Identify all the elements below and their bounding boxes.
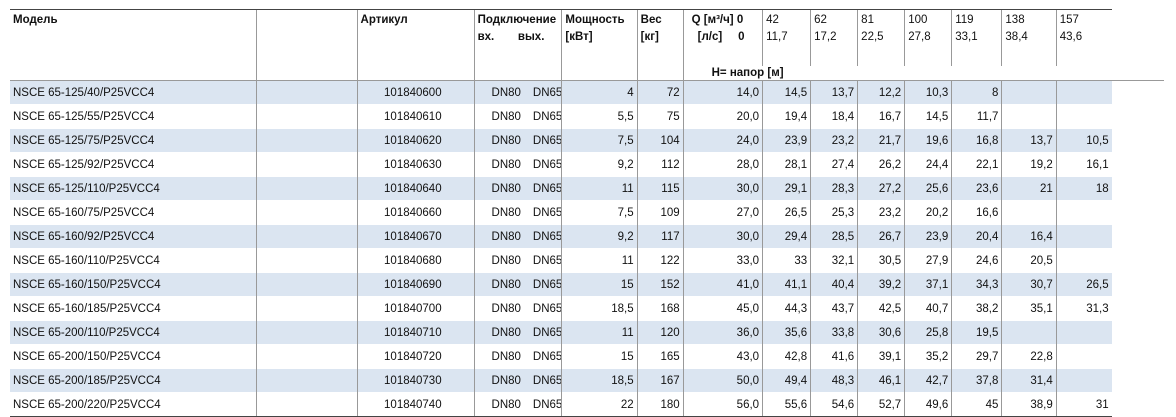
cell-head-1: 19,4 — [763, 105, 811, 129]
cell-conn-in: DN80 — [491, 374, 521, 387]
cell-article: 101840600 — [357, 81, 474, 105]
cell-conn-in: DN80 — [491, 350, 521, 363]
cell-spacer — [257, 225, 357, 249]
cell-head-1: 41,1 — [763, 273, 811, 297]
cell-head-7: 31,3 — [1056, 297, 1111, 321]
cell-head-5: 8 — [952, 81, 1002, 105]
cell-conn-out: DN65 — [532, 134, 562, 147]
cell-head-7 — [1056, 249, 1111, 273]
cell-conn-in: DN80 — [491, 230, 521, 243]
cell-weight: 168 — [637, 297, 683, 321]
cell-head-5: 45 — [952, 393, 1002, 417]
cell-power: 15 — [562, 345, 637, 369]
cell-model: NSCE 65-160/92/P25VCC4 — [10, 225, 257, 249]
cell-conn-in: DN80 — [491, 326, 521, 339]
cell-conn-out: DN65 — [532, 158, 562, 171]
cell-weight: 165 — [637, 345, 683, 369]
cell-head-4: 20,2 — [905, 201, 952, 225]
cell-head-1: 42,8 — [763, 345, 811, 369]
cell-article: 101840710 — [357, 321, 474, 345]
cell-head-3: 30,5 — [858, 249, 905, 273]
flow-m3h-1: 62 — [814, 14, 827, 26]
cell-article: 101840720 — [357, 345, 474, 369]
cell-head-6: 30,7 — [1002, 273, 1056, 297]
cell-head-6: 35,1 — [1002, 297, 1056, 321]
cell-conn-out: DN65 — [532, 326, 562, 339]
cell-head-7 — [1056, 81, 1111, 105]
cell-head-2: 18,4 — [811, 105, 858, 129]
cell-head-4: 10,3 — [905, 81, 952, 105]
cell-head-3: 39,2 — [858, 273, 905, 297]
header-q-m3h: Q [м³/ч] 0 — [691, 14, 744, 26]
cell-weight: 75 — [637, 105, 683, 129]
cell-head-1: 35,6 — [763, 321, 811, 345]
table-row — [10, 369, 1164, 393]
cell-head-1: 33 — [763, 249, 811, 273]
cell-model: NSCE 65-160/110/P25VCC4 — [10, 249, 257, 273]
header-power-title: Мощность — [565, 14, 625, 26]
header2-power — [562, 66, 637, 81]
cell-head-2: 25,3 — [811, 201, 858, 225]
header-article: Артикул — [357, 10, 474, 67]
table-row — [10, 321, 1164, 345]
cell-head-3: 26,2 — [858, 153, 905, 177]
cell-spacer — [257, 201, 357, 225]
header-flow-0 — [763, 10, 811, 67]
cell-power: 4 — [562, 81, 637, 105]
cell-power: 7,5 — [562, 201, 637, 225]
flow-m3h-6: 157 — [1059, 14, 1079, 26]
cell-power: 15 — [562, 273, 637, 297]
header-flow-5 — [1002, 10, 1056, 67]
cell-head-7: 26,5 — [1056, 273, 1111, 297]
header-flow-6 — [1056, 10, 1111, 67]
table-row — [10, 201, 1164, 225]
cell-head-6: 19,2 — [1002, 153, 1056, 177]
header-conn-in: вх. — [477, 31, 495, 43]
flow-ls-2: 22,5 — [861, 31, 884, 43]
cell-head-4: 42,7 — [905, 369, 952, 393]
cell-connection — [474, 297, 562, 321]
cell-power: 11 — [562, 177, 637, 201]
cell-spacer — [257, 129, 357, 153]
cell-head-2: 32,1 — [811, 249, 858, 273]
cell-head-4: 14,5 — [905, 105, 952, 129]
cell-head-0: 30,0 — [683, 225, 762, 249]
cell-conn-out: DN65 — [532, 278, 562, 291]
table-row — [10, 81, 1164, 105]
cell-article: 101840640 — [357, 177, 474, 201]
cell-head-1: 14,5 — [763, 81, 811, 105]
cell-head-1: 29,1 — [763, 177, 811, 201]
cell-head-6 — [1002, 321, 1056, 345]
cell-conn-in: DN80 — [491, 398, 521, 411]
table-row — [10, 225, 1164, 249]
table-row — [10, 153, 1164, 177]
cell-head-3: 52,7 — [858, 393, 905, 417]
cell-power: 18,5 — [562, 369, 637, 393]
pump-spec-table — [10, 9, 1164, 417]
cell-conn-out: DN65 — [532, 350, 562, 363]
cell-conn-out: DN65 — [532, 254, 562, 267]
cell-head-3: 21,7 — [858, 129, 905, 153]
cell-weight: 122 — [637, 249, 683, 273]
cell-head-6: 22,8 — [1002, 345, 1056, 369]
cell-head-1: 29,4 — [763, 225, 811, 249]
cell-head-2: 41,6 — [811, 345, 858, 369]
header-flow-1 — [811, 10, 858, 67]
cell-model: NSCE 65-200/220/P25VCC4 — [10, 393, 257, 417]
cell-head-5: 37,8 — [952, 369, 1002, 393]
cell-weight: 104 — [637, 129, 683, 153]
flow-ls-3: 27,8 — [908, 31, 931, 43]
cell-head-4: 19,6 — [905, 129, 952, 153]
cell-conn-in: DN80 — [491, 110, 521, 123]
cell-head-0: 56,0 — [683, 393, 762, 417]
cell-conn-out: DN65 — [532, 230, 562, 243]
cell-head-0: 33,0 — [683, 249, 762, 273]
cell-head-0: 50,0 — [683, 369, 762, 393]
cell-spacer — [257, 153, 357, 177]
header2-connection — [474, 66, 562, 81]
cell-model: NSCE 65-200/185/P25VCC4 — [10, 369, 257, 393]
cell-head-2: 23,2 — [811, 129, 858, 153]
cell-model: NSCE 65-200/110/P25VCC4 — [10, 321, 257, 345]
cell-conn-out: DN65 — [532, 302, 562, 315]
table-row — [10, 393, 1164, 417]
cell-head-0: 43,0 — [683, 345, 762, 369]
cell-model: NSCE 65-200/150/P25VCC4 — [10, 345, 257, 369]
cell-spacer — [257, 321, 357, 345]
cell-power: 18,5 — [562, 297, 637, 321]
cell-model: NSCE 65-160/150/P25VCC4 — [10, 273, 257, 297]
cell-head-7 — [1056, 105, 1111, 129]
cell-head-2: 48,3 — [811, 369, 858, 393]
cell-model: NSCE 65-125/110/P25VCC4 — [10, 177, 257, 201]
cell-head-1: 23,9 — [763, 129, 811, 153]
cell-connection — [474, 153, 562, 177]
cell-power: 11 — [562, 249, 637, 273]
cell-model: NSCE 65-160/185/P25VCC4 — [10, 297, 257, 321]
cell-head-0: 20,0 — [683, 105, 762, 129]
header2-weight — [637, 66, 683, 81]
cell-conn-out: DN65 — [532, 182, 562, 195]
header2-model — [10, 66, 257, 81]
cell-spacer — [257, 345, 357, 369]
cell-head-1: 55,6 — [763, 393, 811, 417]
cell-head-1: 28,1 — [763, 153, 811, 177]
header-flow-3 — [905, 10, 952, 67]
cell-head-0: 28,0 — [683, 153, 762, 177]
cell-weight: 167 — [637, 369, 683, 393]
cell-conn-out: DN65 — [532, 86, 562, 99]
cell-head-3: 42,5 — [858, 297, 905, 321]
cell-head-7 — [1056, 225, 1111, 249]
flow-m3h-3: 100 — [908, 14, 928, 26]
cell-conn-in: DN80 — [491, 254, 521, 267]
cell-head-7 — [1056, 369, 1111, 393]
cell-head-5: 34,3 — [952, 273, 1002, 297]
flow-ls-6: 43,6 — [1059, 31, 1083, 43]
cell-article: 101840670 — [357, 225, 474, 249]
cell-head-0: 27,0 — [683, 201, 762, 225]
cell-connection — [474, 201, 562, 225]
cell-article: 101840610 — [357, 105, 474, 129]
cell-head-1: 44,3 — [763, 297, 811, 321]
cell-connection — [474, 345, 562, 369]
flow-ls-5: 38,4 — [1005, 31, 1028, 43]
cell-spacer — [257, 105, 357, 129]
header-connection-title: Подключение — [477, 14, 557, 26]
cell-head-4: 25,6 — [905, 177, 952, 201]
cell-head-7 — [1056, 321, 1111, 345]
cell-head-6: 21 — [1002, 177, 1056, 201]
cell-head-2: 40,4 — [811, 273, 858, 297]
cell-head-5: 16,6 — [952, 201, 1002, 225]
cell-model: NSCE 65-160/75/P25VCC4 — [10, 201, 257, 225]
header2-article — [357, 66, 474, 81]
cell-head-5: 20,4 — [952, 225, 1002, 249]
header-flow-2 — [858, 10, 905, 67]
cell-head-5: 23,6 — [952, 177, 1002, 201]
cell-conn-in: DN80 — [491, 278, 521, 291]
header-spacer — [257, 10, 357, 67]
cell-spacer — [257, 81, 357, 105]
cell-head-6: 31,4 — [1002, 369, 1056, 393]
header-flow-4 — [952, 10, 1002, 67]
header-weight-unit: [кг] — [640, 31, 659, 43]
cell-head-7: 10,5 — [1056, 129, 1111, 153]
cell-conn-out: DN65 — [532, 206, 562, 219]
cell-article: 101840680 — [357, 249, 474, 273]
header-power-unit: [кВт] — [565, 31, 593, 43]
cell-connection — [474, 105, 562, 129]
cell-spacer — [257, 177, 357, 201]
cell-weight: 109 — [637, 201, 683, 225]
cell-head-2: 13,7 — [811, 81, 858, 105]
header-power — [562, 10, 637, 67]
cell-head-2: 54,6 — [811, 393, 858, 417]
cell-head-0: 45,0 — [683, 297, 762, 321]
pump-table-container — [10, 9, 1164, 417]
cell-head-2: 28,3 — [811, 177, 858, 201]
flow-m3h-2: 81 — [861, 14, 874, 26]
cell-spacer — [257, 273, 357, 297]
cell-power: 9,2 — [562, 153, 637, 177]
cell-connection — [474, 225, 562, 249]
cell-head-6 — [1002, 201, 1056, 225]
flow-ls-4: 33,1 — [955, 31, 978, 43]
cell-head-0: 41,0 — [683, 273, 762, 297]
cell-connection — [474, 273, 562, 297]
cell-article: 101840730 — [357, 369, 474, 393]
cell-connection — [474, 321, 562, 345]
cell-head-6 — [1002, 81, 1056, 105]
header-head: H= напор [м] — [683, 66, 1164, 81]
header-q — [683, 10, 762, 67]
cell-power: 22 — [562, 393, 637, 417]
cell-power: 11 — [562, 321, 637, 345]
cell-head-0: 24,0 — [683, 129, 762, 153]
cell-head-3: 27,2 — [858, 177, 905, 201]
cell-head-7: 16,1 — [1056, 153, 1111, 177]
cell-spacer — [257, 297, 357, 321]
cell-weight: 180 — [637, 393, 683, 417]
flow-m3h-4: 119 — [955, 14, 974, 26]
cell-head-2: 33,8 — [811, 321, 858, 345]
cell-head-6: 20,5 — [1002, 249, 1056, 273]
cell-head-3: 46,1 — [858, 369, 905, 393]
cell-head-6: 16,4 — [1002, 225, 1056, 249]
cell-model: NSCE 65-125/40/P25VCC4 — [10, 81, 257, 105]
cell-weight: 115 — [637, 177, 683, 201]
cell-article: 101840740 — [357, 393, 474, 417]
cell-head-2: 43,7 — [811, 297, 858, 321]
cell-head-3: 23,2 — [858, 201, 905, 225]
flow-m3h-5: 138 — [1005, 14, 1025, 26]
flow-ls-0: 11,7 — [766, 31, 788, 43]
table-row — [10, 297, 1164, 321]
cell-model: NSCE 65-125/55/P25VCC4 — [10, 105, 257, 129]
cell-conn-in: DN80 — [491, 206, 521, 219]
cell-weight: 152 — [637, 273, 683, 297]
cell-conn-in: DN80 — [491, 86, 521, 99]
cell-head-5: 11,7 — [952, 105, 1002, 129]
table-header — [10, 10, 1164, 81]
cell-connection — [474, 369, 562, 393]
cell-head-3: 39,1 — [858, 345, 905, 369]
cell-weight: 112 — [637, 153, 683, 177]
cell-head-4: 49,6 — [905, 393, 952, 417]
flow-m3h-0: 42 — [766, 14, 779, 26]
cell-head-3: 26,7 — [858, 225, 905, 249]
cell-power: 5,5 — [562, 105, 637, 129]
table-row — [10, 105, 1164, 129]
cell-head-5: 16,8 — [952, 129, 1002, 153]
cell-head-3: 30,6 — [858, 321, 905, 345]
cell-spacer — [257, 249, 357, 273]
cell-head-4: 37,1 — [905, 273, 952, 297]
cell-head-4: 25,8 — [905, 321, 952, 345]
cell-connection — [474, 177, 562, 201]
cell-conn-in: DN80 — [491, 302, 521, 315]
flow-ls-1: 17,2 — [814, 31, 837, 43]
cell-head-1: 49,4 — [763, 369, 811, 393]
cell-head-7 — [1056, 345, 1111, 369]
cell-head-5: 24,6 — [952, 249, 1002, 273]
header2-spacer — [257, 66, 357, 81]
table-row — [10, 129, 1164, 153]
cell-head-5: 29,7 — [952, 345, 1002, 369]
cell-article: 101840630 — [357, 153, 474, 177]
cell-head-4: 40,7 — [905, 297, 952, 321]
cell-conn-out: DN65 — [532, 398, 562, 411]
cell-weight: 72 — [637, 81, 683, 105]
header-q-ls: [л/с] 0 — [697, 31, 745, 43]
table-row — [10, 345, 1164, 369]
cell-head-4: 35,2 — [905, 345, 952, 369]
cell-article: 101840620 — [357, 129, 474, 153]
cell-power: 7,5 — [562, 129, 637, 153]
cell-head-2: 28,5 — [811, 225, 858, 249]
cell-power: 9,2 — [562, 225, 637, 249]
cell-article: 101840700 — [357, 297, 474, 321]
header-connection — [474, 10, 562, 67]
cell-head-0: 30,0 — [683, 177, 762, 201]
cell-head-7: 31 — [1056, 393, 1111, 417]
cell-head-7 — [1056, 201, 1111, 225]
cell-weight: 117 — [637, 225, 683, 249]
cell-head-3: 12,2 — [858, 81, 905, 105]
cell-head-5: 22,1 — [952, 153, 1002, 177]
cell-head-1: 26,5 — [763, 201, 811, 225]
cell-conn-in: DN80 — [491, 158, 521, 171]
cell-head-4: 23,9 — [905, 225, 952, 249]
cell-head-4: 24,4 — [905, 153, 952, 177]
table-row — [10, 273, 1164, 297]
cell-connection — [474, 129, 562, 153]
table-body — [10, 81, 1164, 417]
cell-head-3: 16,7 — [858, 105, 905, 129]
cell-connection — [474, 81, 562, 105]
header-model: Модель — [10, 10, 257, 67]
cell-weight: 120 — [637, 321, 683, 345]
cell-connection — [474, 393, 562, 417]
cell-conn-out: DN65 — [532, 110, 562, 123]
cell-head-0: 36,0 — [683, 321, 762, 345]
header-weight-title: Вес — [640, 14, 662, 26]
cell-connection — [474, 249, 562, 273]
cell-conn-in: DN80 — [491, 182, 521, 195]
cell-spacer — [257, 369, 357, 393]
cell-head-6: 13,7 — [1002, 129, 1056, 153]
cell-conn-in: DN80 — [491, 134, 521, 147]
cell-spacer — [257, 393, 357, 417]
cell-head-4: 27,9 — [905, 249, 952, 273]
header-weight — [637, 10, 683, 67]
cell-head-6 — [1002, 105, 1056, 129]
header-conn-out: вых. — [517, 31, 545, 43]
table-row — [10, 249, 1164, 273]
cell-head-7: 18 — [1056, 177, 1111, 201]
cell-model: NSCE 65-125/75/P25VCC4 — [10, 129, 257, 153]
cell-head-2: 27,4 — [811, 153, 858, 177]
cell-head-6: 38,9 — [1002, 393, 1056, 417]
cell-article: 101840690 — [357, 273, 474, 297]
cell-head-5: 19,5 — [952, 321, 1002, 345]
table-row — [10, 177, 1164, 201]
cell-head-5: 38,2 — [952, 297, 1002, 321]
cell-article: 101840660 — [357, 201, 474, 225]
cell-model: NSCE 65-125/92/P25VCC4 — [10, 153, 257, 177]
cell-head-0: 14,0 — [683, 81, 762, 105]
cell-conn-out: DN65 — [532, 374, 562, 387]
